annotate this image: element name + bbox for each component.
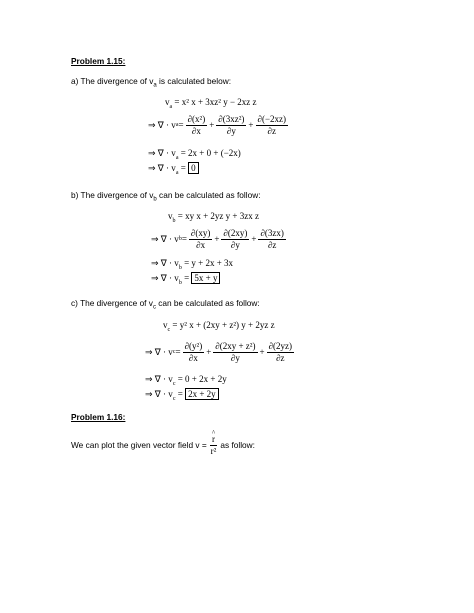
part-a-intro: a) The divergence of $v_a$ is calculated below: xyxy=(71,76,232,89)
fraction: $\frac{r \^{}}{\text{r²}}$ xyxy=(209,434,219,457)
fraction: $\frac{\text{∂(x²)}}{\partial x}$ xyxy=(187,113,206,136)
part-a-eq3: ⇒ ∇ · $v_a = 2x + 0 + (-2x)$ xyxy=(148,148,241,161)
part-b-eq4: ⇒ ∇ · $v_b = 5x + y$ xyxy=(151,273,220,286)
fraction: $\frac{\text{∂(2xy + z²)}}{\partial y}$ xyxy=(215,340,256,363)
fraction: $\frac{\partial(xy)}{\partial x}$ xyxy=(190,227,211,250)
fraction: $\frac{\text{∂(3xz²)}}{\partial y}$ xyxy=(218,113,245,136)
fraction: $\frac{\partial(2xy)}{\partial y}$ xyxy=(223,227,248,250)
fraction: $\frac{\text{∂(y²)}}{\partial x}$ xyxy=(184,340,203,363)
result-box: 2x + 2y xyxy=(185,388,219,400)
fraction: $\frac{\partial(2yz)}{\partial z}$ xyxy=(268,340,293,363)
part-c-eq4: ⇒ ∇ · $v_c = 2x + 2y$ xyxy=(145,389,219,402)
problem-1-16-title: Problem 1.16: xyxy=(71,412,126,422)
part-a-eq4: ⇒ ∇ · $v_a = 0$ xyxy=(148,163,199,176)
part-b-eq2: ⇒ ∇ · v b = $\frac{\partial(xy)}{\partial x}$ + $\frac{\partial(2xy)}{\partial y}$ + $\frac{\partial(3zx)}{\partial z}$ xyxy=(151,227,284,250)
part-c-intro: c) The divergence of $v_c$ can be calculated as follow: xyxy=(71,298,260,311)
part-b-intro: b) The divergence of $v_b$ can be calculated as follow: xyxy=(71,190,261,203)
result-box: 0 xyxy=(188,162,199,174)
part-c-eq2: ⇒ ∇ · v c = $\frac{\text{∂(y²)}}{\partial x}$ + $\frac{\text{∂(2xy + z²)}}{\partial y}$ + $\frac{\partial(2yz)}{\partial z}$ xyxy=(145,340,293,363)
part-c-eq3: ⇒ ∇ · $v_c = 0 + 2x + 2y$ xyxy=(145,374,227,387)
part-b-eq3: ⇒ ∇ · $v_b = y + 2x + 3x$ xyxy=(151,258,234,271)
part-b-eq1: $v_b$ = xy x + 2yz y + 3zx z xyxy=(168,211,259,224)
problem-1-16-text: We can plot the given vector field v = $\frac{r \^{}}{\text{r²}}$ as follow: xyxy=(71,432,255,458)
part-a-eq1: $v_a = x^2$ x + 3xz² y − 2xz z xyxy=(165,97,257,110)
fraction: $\frac{\partial(-2xz)}{\partial z}$ xyxy=(257,113,287,136)
part-a-eq2: ⇒ ∇ · v a = $\frac{\text{∂(x²)}}{\partial x}$ + $\frac{\text{∂(3xz²)}}{\partial y}$ + $\frac{\partial(-2xz)}{\partial z}$ xyxy=(148,113,287,136)
fraction: $\frac{\partial(3zx)}{\partial z}$ xyxy=(260,227,284,250)
problem-1-15-title: Problem 1.15: xyxy=(71,56,126,66)
part-c-eq1: $v_c = y^2$ x + (2xy + z²) y + 2yz z xyxy=(163,320,275,333)
result-box: 5x + y xyxy=(191,272,220,284)
